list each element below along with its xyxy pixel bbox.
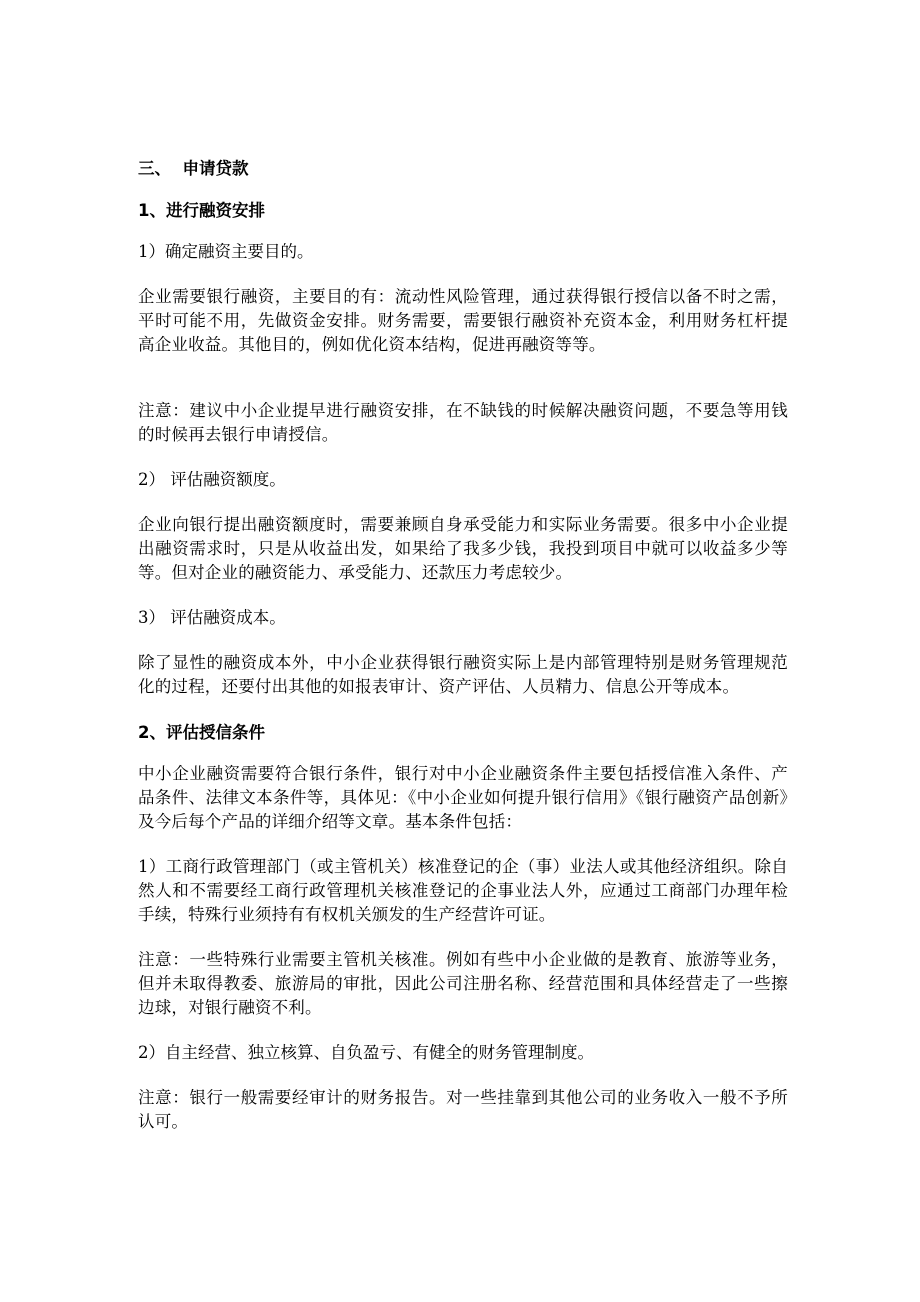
section-heading: 三、 申请贷款 xyxy=(138,159,249,178)
subsection-2-title: 2、评估授信条件 xyxy=(138,723,265,742)
note-2: 注意：一些特殊行业需要主管机关核准。例如有些中小企业做的是教育、旅游等业务，但并未取得教委、旅游局的审批，因此公司注册名称、经营范围和具体经营走了一些擦边球，对银行融资不利。 xyxy=(138,950,788,1017)
subsection-2-intro: 中小企业融资需要符合银行条件，银行对中小企业融资条件主要包括授信准入条件、产品条件、法律文本条件等，具体见：《中小企业如何提升银行信用》《银行融资产品创新》及今后每个产品的详细介绍等文章。基本条件包括： xyxy=(138,764,788,831)
document-page xyxy=(138,156,788,1134)
subsection-1-title: 1、进行融资安排 xyxy=(138,201,265,220)
item-1-body: 企业需要银行融资，主要目的有：流动性风险管理，通过获得银行授信以备不时之需，平时可能不用，先做资金安排。财务需要，需要银行融资补充资本金，利用财务杠杆提高企业收益。其他目的，例如优化资本结构，促进再融资等等。 xyxy=(138,287,788,354)
item-3-title: 3） 评估融资成本。 xyxy=(138,608,286,627)
condition-2: 2）自主经营、独立核算、自负盈亏、有健全的财务管理制度。 xyxy=(138,1043,594,1062)
item-1-title: 1）确定融资主要目的。 xyxy=(138,242,314,261)
note-1: 注意：建议中小企业提早进行融资安排，在不缺钱的时候解决融资问题，不要急等用钱的时候再去银行申请授信。 xyxy=(138,401,788,444)
note-3: 注意：银行一般需要经审计的财务报告。对一些挂靠到其他公司的业务收入一般不予所认可。 xyxy=(138,1088,788,1131)
item-2-title: 2） 评估融资额度。 xyxy=(138,470,286,489)
item-2-body: 企业向银行提出融资额度时，需要兼顾自身承受能力和实际业务需要。很多中小企业提出融资需求时，只是从收益出发，如果给了我多少钱，我投到项目中就可以收益多少等等。但对企业的融资能力、承受能力、还款压力考虑较少。 xyxy=(138,515,788,582)
item-3-body: 除了显性的融资成本外，中小企业获得银行融资实际上是内部管理特别是财务管理规范化的过程，还要付出其他的如报表审计、资产评估、人员精力、信息公开等成本。 xyxy=(138,653,788,696)
condition-1: 1）工商行政管理部门（或主管机关）核准登记的企（事）业法人或其他经济组织。除自然人和不需要经工商行政管理机关核准登记的企事业法人外，应通过工商部门办理年检手续，特殊行业须持有有权机关颁发的生产经营许可证。 xyxy=(138,857,788,924)
